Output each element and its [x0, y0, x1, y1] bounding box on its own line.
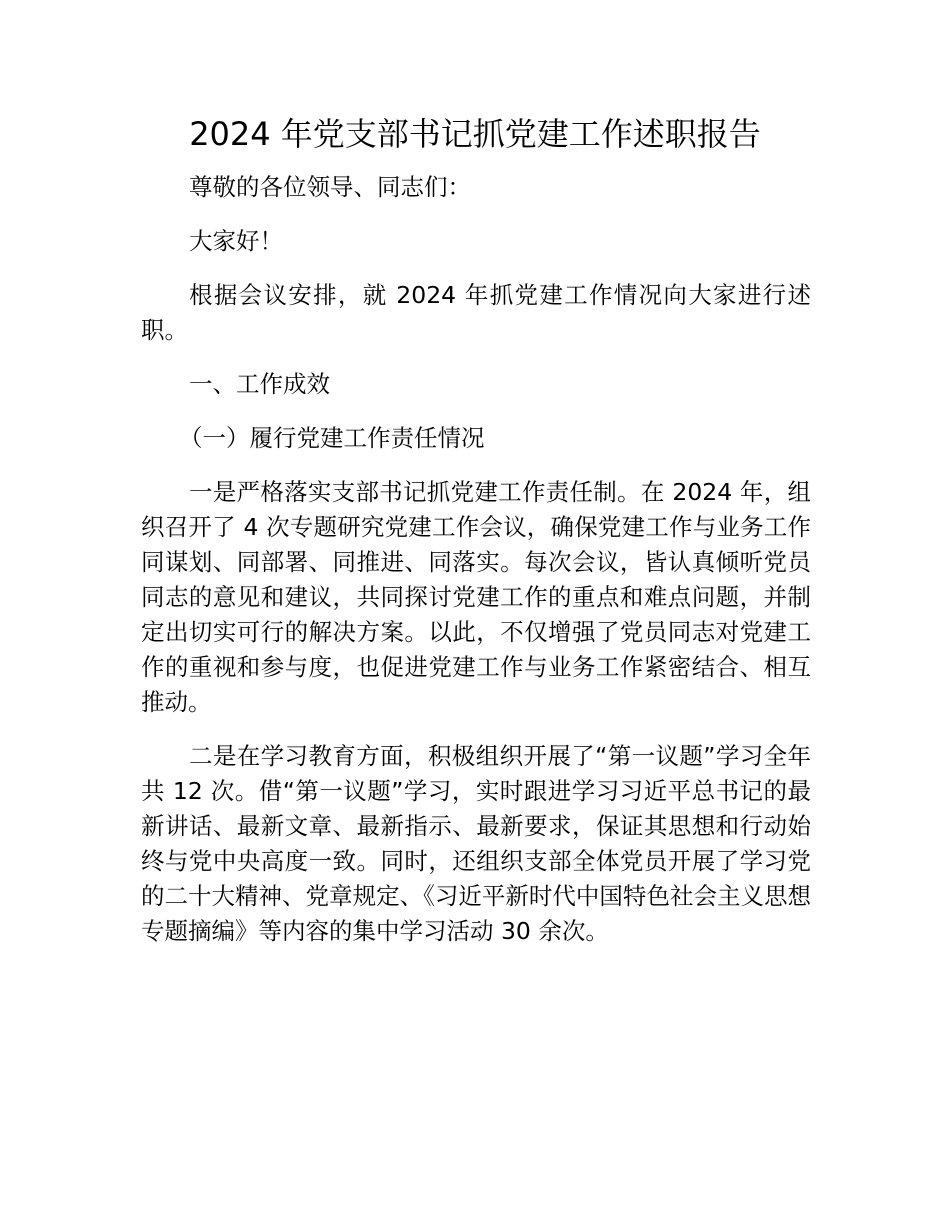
- salutation: 尊敬的各位领导、同志们：: [189, 173, 471, 201]
- section-heading: 一、工作成效: [189, 370, 330, 398]
- document-body: [141, 170, 811, 968]
- document-title: 2024 年党支部书记抓党建工作述职报告: [189, 115, 761, 153]
- body-paragraph: 一是严格落实支部书记抓党建工作责任制。在 2024 年，组织召开了 4 次专题研究党建工作会议，确保党建工作与业务工作同谋划、同部署、同推进、同落实。每次会议，皆认真倾听党员同志的意见和建议，共同探讨党建工作的重点和难点问题，并制定出切实可行的解决方案。以此，不仅增强了党员同志对党建工作的重视和参与度，也促进党建工作与业务工作紧密结合、相互推动。: [141, 478, 811, 716]
- body-paragraph: 二是在学习教育方面，积极组织开展了“第一议题”学习全年共 12 次。借“第一议题”学习，实时跟进学习习近平总书记的最新讲话、最新文章、最新指示、最新要求，保证其思想和行动始终与党中央高度一致。同时，还组织支部全体党员开展了学习党的二十大精神、党章规定、《习近平新时代中国特色社会主义思想专题摘编》等内容的集中学习活动 30 余次。: [141, 742, 811, 945]
- greeting: 大家好！: [189, 227, 283, 255]
- subsection-heading: （一）履行党建工作责任情况: [179, 424, 485, 452]
- intro-paragraph: 根据会议安排，就 2024 年抓党建工作情况向大家进行述职。: [141, 281, 811, 344]
